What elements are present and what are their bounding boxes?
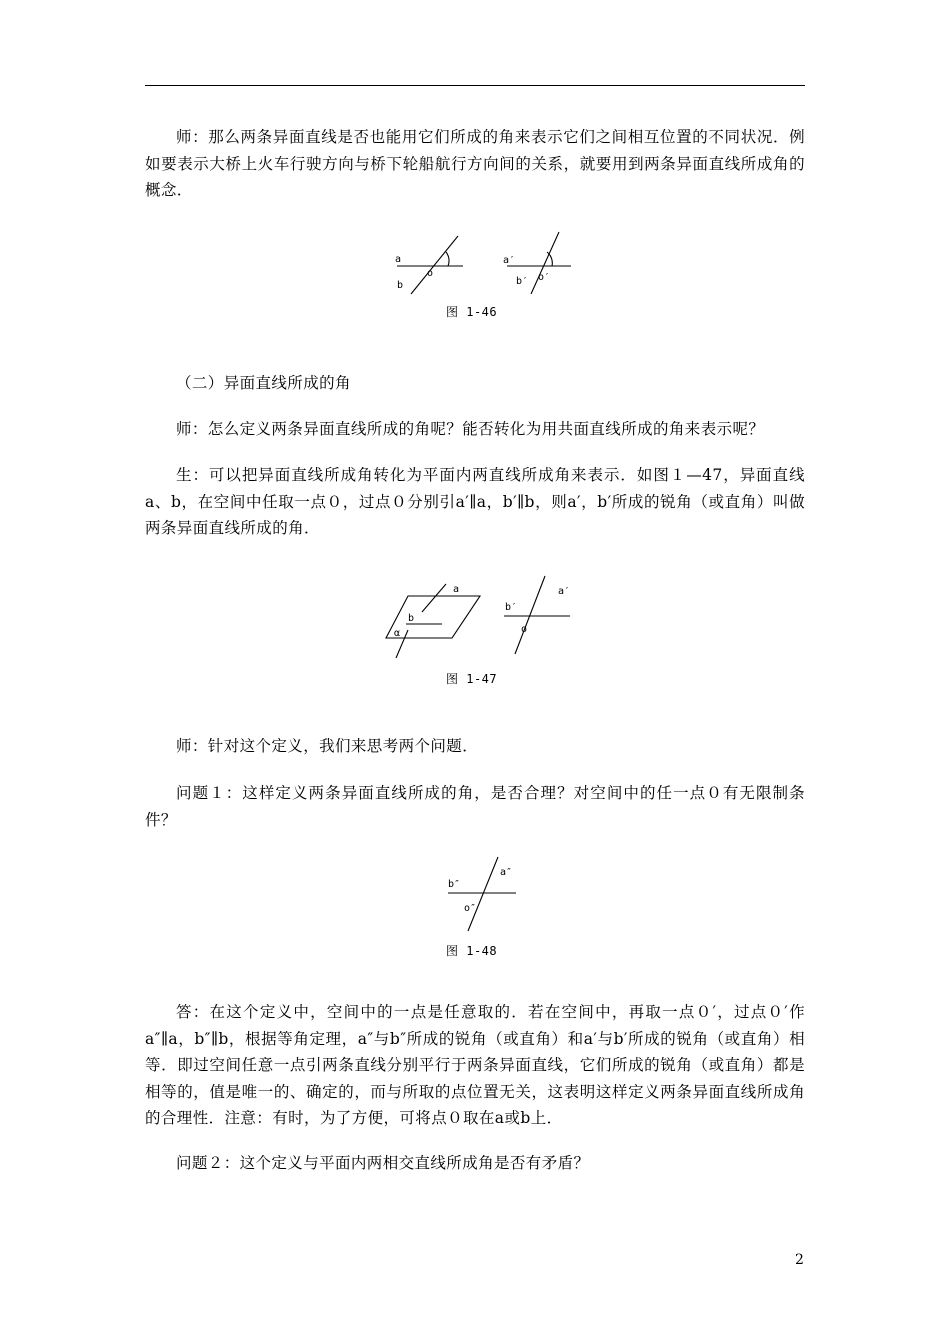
caption-fig-1-47: 图 1-47 bbox=[446, 672, 498, 686]
figure-1-46 bbox=[385, 228, 585, 298]
angle-arc-prime bbox=[547, 252, 552, 266]
caption-fig-1-48: 图 1-48 bbox=[446, 944, 498, 958]
line-a-double-prime bbox=[468, 857, 498, 931]
label-o-prime: o′ bbox=[538, 272, 551, 283]
label-b: b bbox=[408, 613, 415, 624]
line-b-prime bbox=[531, 232, 559, 294]
paragraph-student-answer: 生：可以把异面直线所成角转化为平面内两直线所成角来表示．如图１—47，异面直线a、b，在空间中任取一点０，过点０分别引a′∥a，b′∥b，则a′，b′所成的锐角（或直角）叫做两条异面直线所成的角． bbox=[145, 466, 805, 537]
paragraph-question-2: 问题２：这个定义与平面内两相交直线所成角是否有矛盾？ bbox=[176, 1154, 590, 1172]
paragraph-teacher-problems: 师：针对这个定义，我们来思考两个问题． bbox=[176, 737, 479, 755]
line-a-prime bbox=[515, 576, 545, 654]
label-a-prime: a′ bbox=[503, 255, 516, 266]
caption-fig-1-46: 图 1-46 bbox=[446, 305, 498, 319]
label-a-double-prime: a″ bbox=[500, 867, 513, 878]
label-a: a bbox=[453, 584, 460, 595]
angle-arc bbox=[446, 252, 449, 266]
label-b-double-prime: b″ bbox=[448, 879, 461, 890]
figure-1-47 bbox=[380, 574, 580, 664]
paragraph-answer-1: 答：在这个定义中，空间中的一点是任意取的．若在空间中，再取一点０′，过点０′作a″∥a，b″∥b，根据等角定理，a″与b″所成的锐角（或直角）和a′与b′所成的锐角（或直角）相等．即过空间任意一点引两条直线分别平行于两条异面直线，它们所成的锐角（或直角）都是相等的，值是唯一的、确定的，而与所取的点位置无关，这表明这样定义两条异面直线所成角的合理性．注意：有时，为了方便，可将点０取在a或b上． bbox=[145, 1003, 805, 1127]
plane-alpha bbox=[386, 596, 480, 638]
figure-1-48 bbox=[440, 855, 530, 935]
label-b-prime: b′ bbox=[505, 602, 518, 613]
label-a: a bbox=[395, 254, 402, 265]
page-number: 2 bbox=[795, 1252, 804, 1268]
line-a-upper bbox=[422, 584, 446, 612]
label-b-prime: b′ bbox=[516, 276, 529, 287]
label-a-prime: a′ bbox=[558, 586, 571, 597]
header-rule bbox=[145, 85, 805, 86]
label-o-double-prime: o″ bbox=[464, 903, 477, 914]
label-b: b bbox=[397, 280, 404, 291]
section-heading: （二）异面直线所成的角 bbox=[176, 374, 351, 392]
paragraph-teacher-intro: 师：那么两条异面直线是否也能用它们所成的角来表示它们之间相互位置的不同状况．例如要表示大桥上火车行驶方向与桥下轮船航行方向间的关系，就要用到两条异面直线所成角的概念． bbox=[145, 128, 805, 199]
label-o: o bbox=[521, 624, 528, 635]
label-alpha: α bbox=[394, 628, 401, 639]
line-b bbox=[411, 236, 458, 294]
label-o: o bbox=[427, 268, 434, 279]
paragraph-question-1: 问题１：这样定义两条异面直线所成的角，是否合理？对空间中的任一点０有无限制条件？ bbox=[145, 784, 805, 829]
paragraph-teacher-question: 师：怎么定义两条异面直线所成的角呢？能否转化为用共面直线所成的角来表示呢？ bbox=[176, 420, 765, 438]
